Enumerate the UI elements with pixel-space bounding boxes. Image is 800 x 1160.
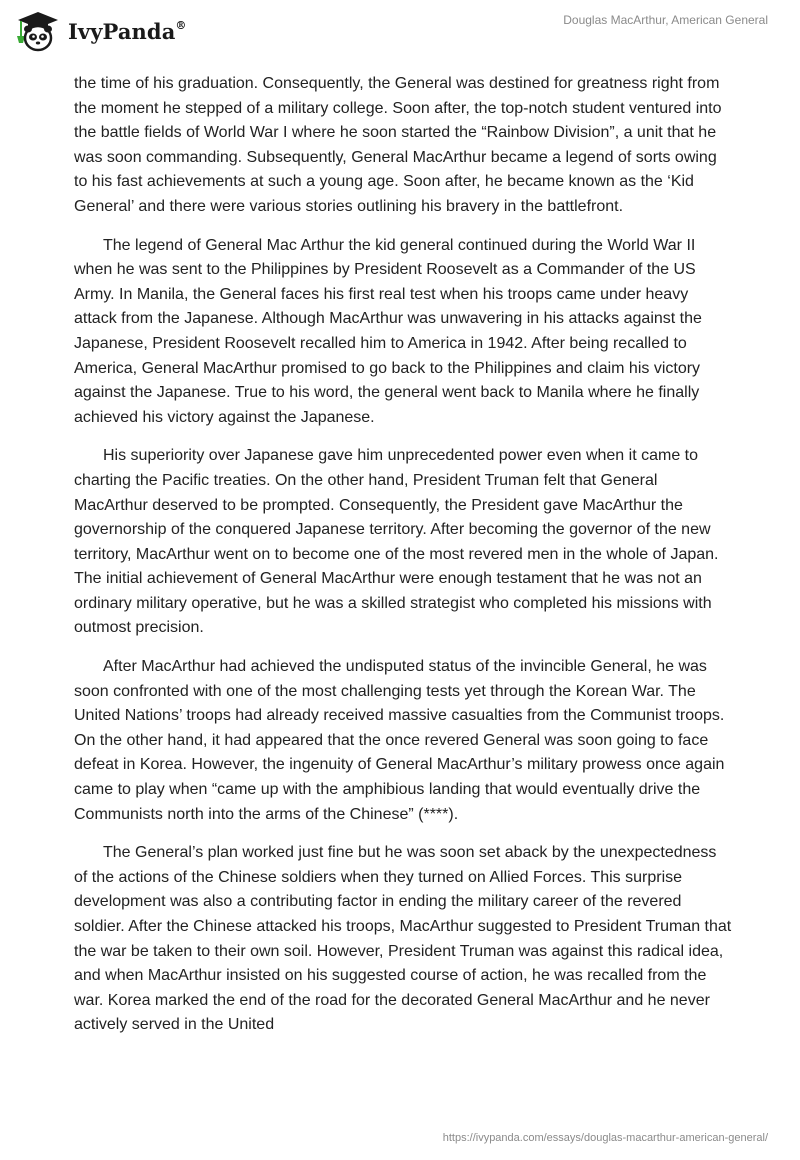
paragraph: His superiority over Japanese gave him unprecedented power even when it came to charting the Pacific treaties. On the other hand, President Truman felt that General MacArthur deserved to be prompted. Consequently, the President gave MacArthur the governorship of the conquered Japanese territory. After becoming the governor of the new territory, MacArthur went on to become one of the most revered men in the whole of Japan. The initial achievement of General MacArthur were enough testament that he was not an ordinary military operative, but he was a skilled strategist who completed his missions with outmost precision.: [74, 447, 719, 637]
ivypanda-logo[interactable]: [14, 10, 187, 54]
page-header: [0, 0, 800, 64]
paragraph: The legend of General Mac Arthur the kid general continued during the World War II when he was sent to the Philippines by President Roosevelt as a Commander of the US Army. In Manila, the General faces his first real test when his troops came under heavy attack from the Japanese. Although MacArthur was unwavering in his attacks against the Japanese, President Roosevelt recalled him to America in 1942. After being recalled to America, General MacArthur promised to go back to the Philippines and claim his victory against the Japanese. True to his word, the general went back to Manila where he finally achieved his victory against the Japanese.: [74, 236, 702, 426]
source-url-link[interactable]: https://ivypanda.com/essays/douglas-macarthur-american-general/: [442, 1132, 768, 1144]
registered-mark: ®: [175, 18, 187, 32]
brand-name: IvyPanda®: [68, 18, 187, 44]
essay-body: [74, 72, 734, 1052]
panda-graduation-cap-icon: [14, 10, 62, 54]
document-title: Douglas MacArthur, American General: [563, 13, 768, 27]
paragraph: The General’s plan worked just fine but he was soon set aback by the unexpectedness of the actions of the Chinese soldiers when they turned on Allied Forces. This surprise development was also a contributing factor in ending the military career of the revered soldier. After the Chinese attacked his troops, MacArthur suggested to President Truman that the war be taken to their own soil. However, President Truman was against this radical idea, and when MacArthur insisted on his suggested course of action, he was recalled from the war. Korea marked the end of the road for the decorated General MacArthur and he never actively served in the United: [74, 844, 732, 1034]
paragraph: the time of his graduation. Consequently, the General was destined for greatness right from the moment he stepped of a military college. Soon after, the top-notch student ventured into the battle fields of World War I where he soon started the “Rainbow Division”, a unit that he was soon commanding. Subsequently, General MacArthur became a legend of sorts owing to his fast achievements at such a young age. Soon after, he became known as the ‘Kid General’ and there were various stories outlining his bravery in the battlefront.: [74, 75, 722, 215]
paragraph: After MacArthur had achieved the undisputed status of the invincible General, he was soon confronted with one of the most challenging tests yet through the Korean War. The United Nations’ troops had already received massive casualties from the Communist troops. On the other hand, it had appeared that the once revered General was soon going to face defeat in Korea. However, the ingenuity of General MacArthur’s military prowess once again came to play when “came up with the amphibious landing that would eventually drive the Communists north into the arms of the Chinese” (****).: [74, 658, 725, 823]
